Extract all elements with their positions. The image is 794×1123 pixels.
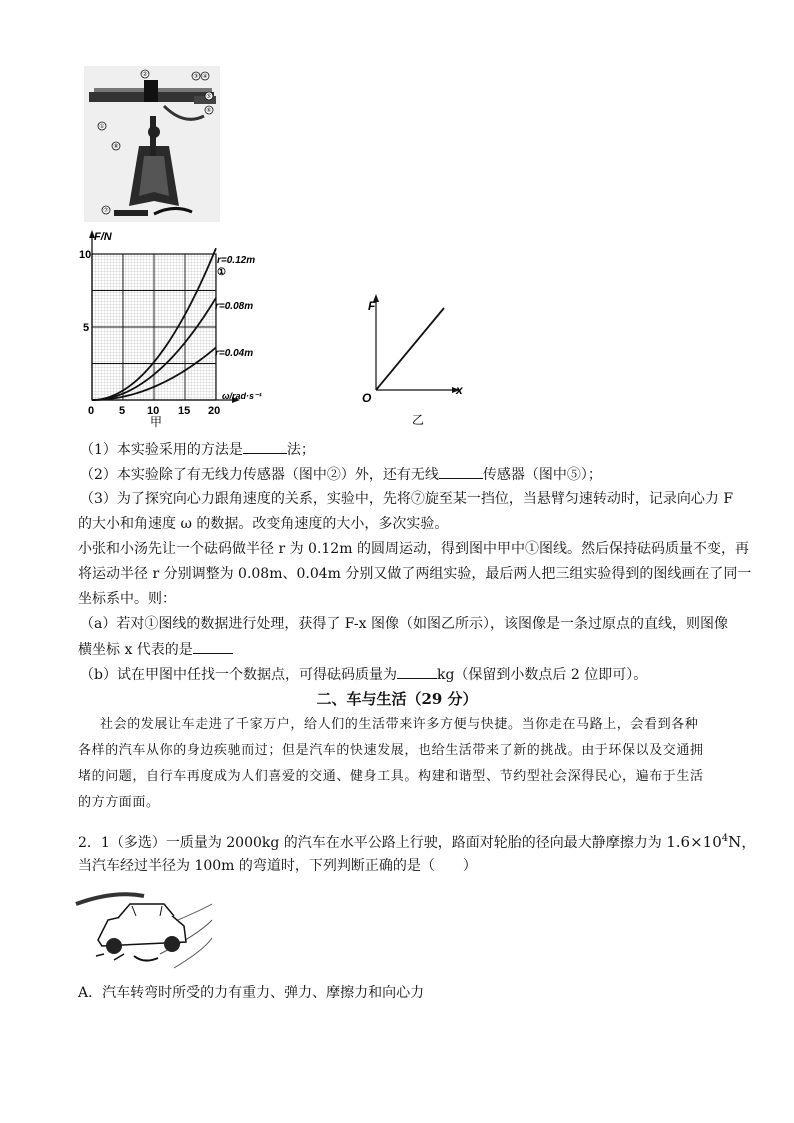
question-2: （2）本实验除了有无线力传感器（图中②）外，还有无线 传感器（图中⑤）； <box>80 464 602 485</box>
question-3-line-5: 坐标系中。则： <box>78 591 176 607</box>
question-1: （1）本实验采用的方法是 法； <box>80 439 315 460</box>
question-3-line-3: 小张和小汤先让一个砝码做半径 r 为 0.12m 的圆周运动，得到图中甲中①图线。然后保持砝码质量不变，再 <box>78 541 749 557</box>
jia-ytick-10: 10 <box>79 249 92 261</box>
jia-x-label: ω/rad·s⁻¹ <box>222 391 262 401</box>
section-2-intro-1: 社会的发展让车走进了千家万户，给人们的生活带来许多方便与快捷。当你走在马路上，会看到各种 <box>100 717 699 732</box>
answer-blank-1[interactable] <box>243 439 287 454</box>
jia-xtick-0: 0 <box>88 405 95 417</box>
question-b: （b）试在甲图中任找一个数据点，可得砝码质量为 kg（保留到小数点后 2 位即可）。 <box>80 664 647 685</box>
question-2-1-line-1: 2．1（多选）一质量为 2000kg 的汽车在水平公路上行驶，路面对轮胎的径向最大静摩擦力为 $1.6\times 10^4N$， <box>78 833 757 851</box>
jia-caption: 甲 <box>150 415 163 429</box>
option-a[interactable]: A．汽车转弯时所受的力有重力、弹力、摩擦力和向心力 <box>78 985 425 1001</box>
yi-caption: 乙 <box>412 413 425 427</box>
graph-jia <box>74 226 294 431</box>
yi-y-label: F <box>368 299 376 313</box>
jia-xtick-20: 20 <box>208 405 221 417</box>
apparatus-figure <box>84 66 220 222</box>
question-a-line-2: 横坐标 x 代表的是 <box>78 639 233 660</box>
jia-xtick-5: 5 <box>119 405 126 417</box>
curve-label-008: r=0.08m <box>215 301 254 312</box>
question-3-line-4: 将运动半径 r 分别调整为 0.08m、0.04m 分别又做了两组实验，最后两人把三组实验得到的图线画在了同一 <box>78 566 752 582</box>
callout-1: ① <box>99 124 105 130</box>
question-a-line-1: （a）若对①图线的数据进行处理，获得了 F-x 图像（如图乙所示），该图像是一条过原点的直线，则图像 <box>80 616 728 632</box>
yi-fx-line <box>376 308 444 390</box>
section-2-intro-3: 堵的问题，自行车再度成为人们喜爱的交通、健身工具。构建和谐型、节约型社会深得民心，遍布于生活 <box>78 769 704 784</box>
curve-label-012: r=0.12m <box>217 255 256 266</box>
answer-blank-b[interactable] <box>397 664 437 679</box>
curve-label-004: r=0.04m <box>215 348 254 359</box>
yi-x-label: x <box>456 383 463 397</box>
callout-6: ⑥ <box>206 108 212 114</box>
callout-5: ⑤ <box>206 94 212 100</box>
callout-2: ② <box>142 72 148 78</box>
section-2-intro-2: 各样的汽车从你的身边疾驰而过；但是汽车的快速发展，也给生活带来了新的挑战。由于环保以及交通拥 <box>78 743 704 758</box>
question-3-line-2: 的大小和角速度 ω 的数据。改变角速度的大小，多次实验。 <box>78 516 449 532</box>
callout-7: ⑦ <box>103 208 109 214</box>
force-value: $1.6\times 10^4N$， <box>666 833 757 851</box>
section-2-intro-4: 的方方面面。 <box>78 795 160 810</box>
answer-blank-2[interactable] <box>439 464 483 479</box>
curve-label-circle1: ① <box>217 267 226 278</box>
section-2-heading: 二、车与生活（29 分） <box>316 690 478 708</box>
question-2-1-line-2: 当汽车经过半径为 100m 的弯道时，下列判断正确的是（ ） <box>78 858 477 874</box>
callout-8: ⑧ <box>113 144 119 150</box>
callout-4: ④ <box>202 74 208 80</box>
jia-xtick-15: 15 <box>178 405 191 417</box>
jia-y-label: F/N <box>94 231 112 243</box>
callout-3: ③ <box>193 74 199 80</box>
jia-xtick-10: 10 <box>147 405 160 417</box>
yi-origin-label: O <box>362 391 372 405</box>
question-3-line-1: （3）为了探究向心力跟角速度的关系，实验中，先将⑦旋至某一挡位，当悬臂匀速转动时，记录向心力 F <box>80 491 734 507</box>
jia-ytick-5: 5 <box>83 322 90 334</box>
graph-yi <box>352 290 482 430</box>
answer-blank-a[interactable] <box>193 639 233 654</box>
car-illustration <box>74 884 214 972</box>
